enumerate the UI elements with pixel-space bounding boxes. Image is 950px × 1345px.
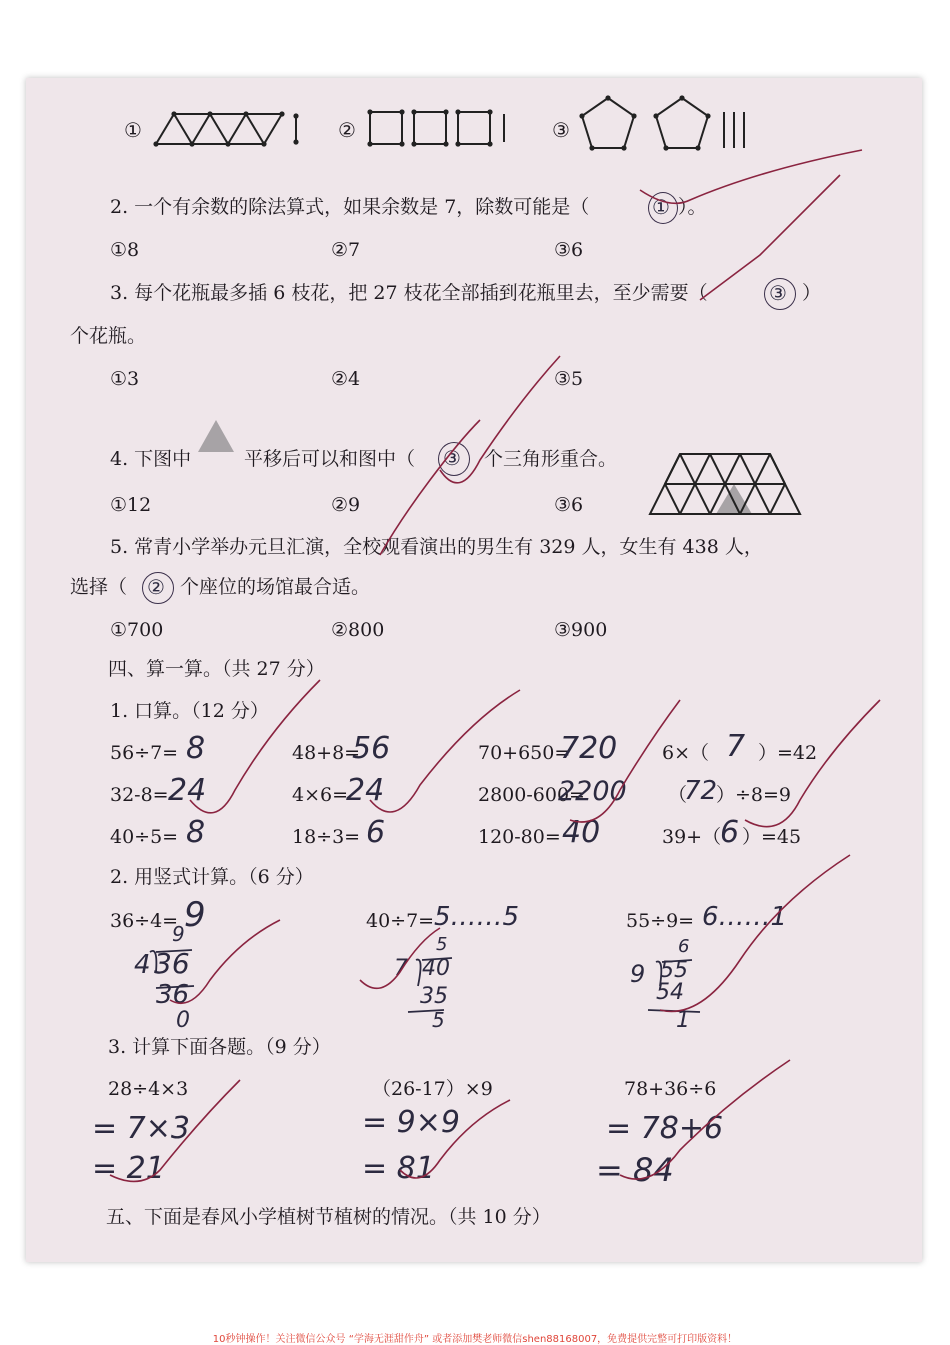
q2-close: ）。 <box>678 196 707 218</box>
oral-question: 70+650= <box>478 742 571 764</box>
promo-footer: 10秒钟操作！关注微信公众号 “学海无涯甜作舟” 或者添加樊老师微信shen88168007，免费提供完整可打印版资料！ <box>212 1334 738 1345</box>
vertical-question: 55÷9= <box>626 910 695 932</box>
division-product: 35 <box>420 984 448 1009</box>
division-remainder: 5 <box>432 1008 445 1032</box>
division-remainder: 0 <box>176 1008 190 1033</box>
section4-title: 四、算一算。（共 27 分） <box>108 658 325 680</box>
oral-question: 18÷3= <box>292 826 361 848</box>
steps-question: （26-17）×9 <box>372 1078 493 1100</box>
oral-question: 6×（ <box>662 742 710 764</box>
oral-question: 2800-600= <box>478 784 585 806</box>
q4-option-3: ③6 <box>554 494 584 516</box>
oral-question: 32-8= <box>110 784 169 806</box>
oral-answer: 2200 <box>558 776 627 807</box>
oral-question: （ <box>668 784 688 806</box>
steps-question: 28÷4×3 <box>108 1078 189 1100</box>
vertical-question: 36÷4= <box>110 910 179 932</box>
division-dividend: 55 <box>660 958 688 983</box>
q4-stem-a: 4. 下图中 <box>110 448 192 470</box>
oral-question: 120-80= <box>478 826 561 848</box>
division-divisor: 9 <box>630 960 646 988</box>
oral-question: 39+（ <box>662 826 722 848</box>
q1-label-c: ③ <box>552 118 570 142</box>
oral-question: 48+8= <box>292 742 361 764</box>
q4-close: 个三角形重合。 <box>484 448 618 470</box>
q3-option-3: ③5 <box>554 368 584 390</box>
oral-answer: 6 <box>366 815 386 850</box>
division-dividend: 36 <box>154 947 190 980</box>
q4-answer: ③ <box>443 446 461 470</box>
q5-option-2: ②800 <box>331 619 385 641</box>
vertical-answer: 5……5 <box>434 902 520 932</box>
q5-line2-b: 个座位的场馆最合适。 <box>180 576 371 598</box>
steps-question: 78+36÷6 <box>624 1078 717 1100</box>
oral-question-tail: ）=42 <box>758 742 818 764</box>
oral-answer: 8 <box>186 815 206 850</box>
oral-answer: 40 <box>562 815 601 850</box>
oral-title: 1. 口算。（12 分） <box>110 700 269 722</box>
vertical-answer: 9 <box>184 895 206 935</box>
matchstick-squares-figure <box>364 106 514 152</box>
q3-stem: 3. 每个花瓶最多插 6 枝花，把 27 枝花全部插到花瓶里去，至少需要（ <box>110 282 708 304</box>
q1-label-a: ① <box>124 118 142 142</box>
oral-answer: 56 <box>352 731 391 766</box>
division-quotient: 6 <box>678 936 690 957</box>
q4-option-1: ①12 <box>110 494 152 516</box>
q3-option-1: ①3 <box>110 368 140 390</box>
oral-answer: 24 <box>346 773 385 808</box>
oral-answer: 8 <box>186 731 206 766</box>
oral-question: 56÷7= <box>110 742 179 764</box>
q1-label-b: ② <box>338 118 356 142</box>
oral-answer: 6 <box>720 815 740 850</box>
division-remainder: 1 <box>676 1008 690 1033</box>
steps-line-1: = 78+6 <box>606 1111 724 1146</box>
oral-answer: 72 <box>684 776 718 806</box>
vertical-title: 2. 用竖式计算。（6 分） <box>110 866 314 888</box>
matchstick-pentagons-figure <box>578 92 758 158</box>
q5-option-1: ①700 <box>110 619 164 641</box>
exam-paper <box>26 78 922 1262</box>
q5-option-3: ③900 <box>554 619 608 641</box>
matchstick-triangles-figure <box>150 108 310 154</box>
oral-answer: 7 <box>726 729 746 764</box>
q5-line2-a: 选择（ <box>70 576 128 598</box>
section5-title: 五、下面是春风小学植树节植树的情况。（共 10 分） <box>106 1206 551 1228</box>
q4-stem-b: 平移后可以和图中（ <box>244 448 416 470</box>
division-divisor: 4 <box>134 950 151 980</box>
gray-triangle-icon <box>196 418 236 454</box>
division-product: 36 <box>156 980 190 1010</box>
q5-stem: 5. 常青小学举办元旦汇演，全校观看演出的男生有 329 人，女生有 438 人， <box>110 536 763 558</box>
q2-stem: 2. 一个有余数的除法算式，如果余数是 7，除数可能是（ <box>110 196 590 218</box>
q2-option-1: ①8 <box>110 239 140 261</box>
steps-line-1: = 7×3 <box>92 1111 190 1146</box>
triangle-trapezoid-figure <box>646 448 806 518</box>
q3-close: ） <box>802 282 822 304</box>
oral-question: 40÷5= <box>110 826 179 848</box>
q5-answer: ② <box>147 575 165 599</box>
vertical-answer: 6……1 <box>702 902 788 932</box>
steps-line-2: = 84 <box>596 1151 674 1189</box>
steps-line-2: = 81 <box>362 1151 435 1186</box>
q4-option-2: ②9 <box>331 494 361 516</box>
steps-title: 3. 计算下面各题。（9 分） <box>108 1036 331 1058</box>
steps-line-2: = 21 <box>92 1151 165 1186</box>
q2-option-3: ③6 <box>554 239 584 261</box>
oral-answer: 24 <box>168 773 207 808</box>
q3-option-2: ②4 <box>331 368 361 390</box>
q3-answer: ③ <box>769 281 787 305</box>
division-quotient: 5 <box>436 934 448 955</box>
q3-line2: 个花瓶。 <box>70 325 147 347</box>
q2-option-2: ②7 <box>331 239 361 261</box>
division-divisor: 7 <box>394 956 408 981</box>
division-product: 54 <box>656 980 684 1005</box>
oral-question: 4×6= <box>292 784 349 806</box>
oral-question-tail: ）÷8=9 <box>716 784 792 806</box>
oral-answer: 720 <box>560 731 618 766</box>
q2-answer: ① <box>652 195 670 219</box>
vertical-question: 40÷7= <box>366 910 435 932</box>
oral-question-tail: ）=45 <box>742 826 802 848</box>
steps-line-1: = 9×9 <box>362 1105 460 1140</box>
division-quotient: 9 <box>172 922 185 946</box>
division-dividend: 40 <box>422 956 450 981</box>
